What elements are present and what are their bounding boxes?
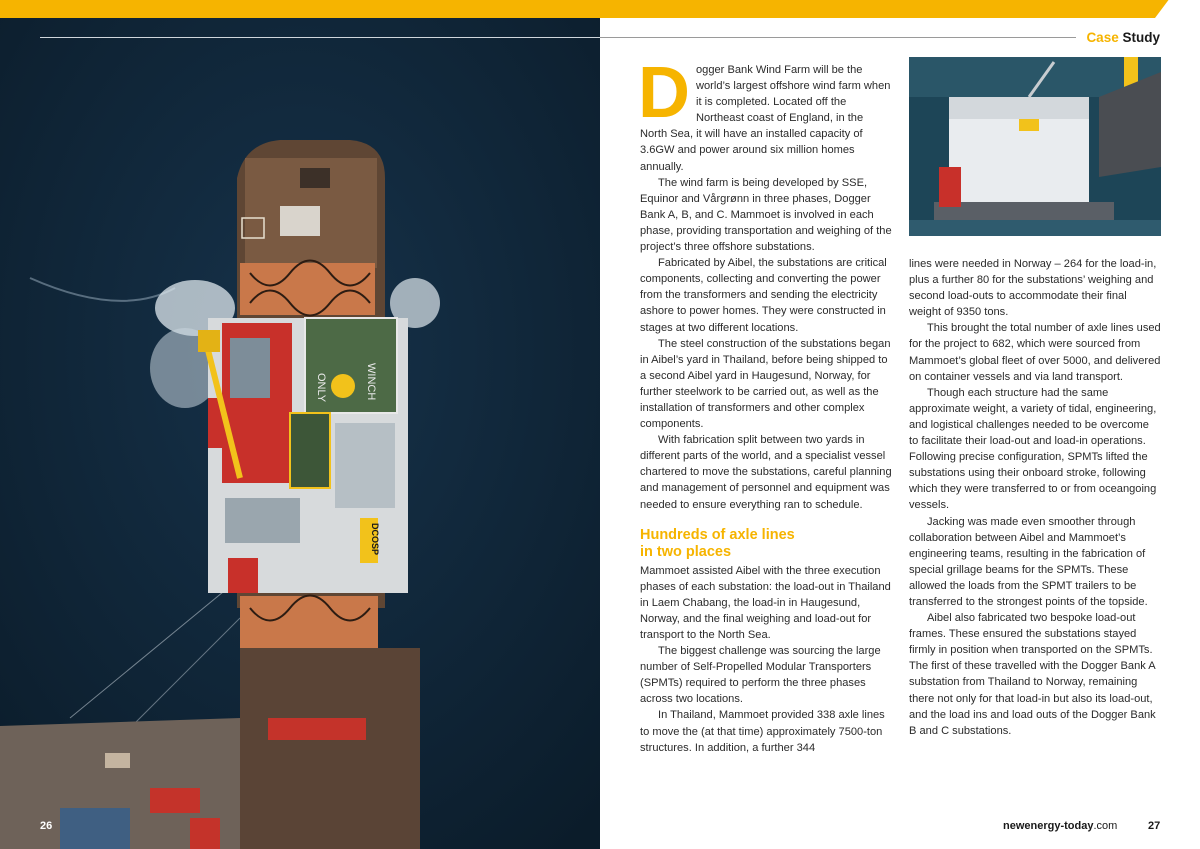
article-paragraph: Fabricated by Aibel, the substations are critical components, collecting and converting the power from the transformers and sending the electricity ashore to power homes. They were constructed in stages at two different locations. [640,257,887,334]
section-label-accent: Case [1086,30,1119,45]
page-number-right: 27 [1148,820,1161,832]
inset-red-detail [939,167,961,207]
pipework-aft [240,596,378,648]
helideck-text-left: ONLY [315,373,327,403]
deck-equipment [300,168,330,188]
substation-photo [909,57,1161,236]
article-column-right [909,256,1161,739]
header-rule-left [40,37,600,38]
helideck-marker [331,374,355,398]
inset-substation-top [949,97,1089,119]
article-paragraph: The steel construction of the substations began in Aibel’s yard in Thailand, before being shipped to a second Aibel yard in Haugesund, Norway, for further steelwork to be carried out, as well as the installation of transformers and other complex components. [640,337,891,431]
aerial-ship-illustration [0,18,600,849]
article-paragraph: Jacking was made even smoother through collaboration between Aibel and Mammoet’s engineering teams, resulting in the fabrication of special grillage beams for the SPMTs. These allowed the loads from the SPMT trailers to be transferred to the strongest points of the topside. [909,515,1148,608]
helideck-extension [290,413,330,488]
article-paragraph: This brought the total number of axle lines used for the project to 682, which were sourced from Mammoet’s global fleet of over 5000, and delivered on container vessels and via land transport. [909,322,1161,383]
quay-building-blue [60,808,130,849]
crane-cab [198,330,220,352]
subheading [640,527,892,561]
inset-water-front [909,220,1161,236]
substation-illustration [909,57,1161,236]
lead-text: ogger Bank Wind Farm will be the world’s largest offshore wind farm when it is completed. Located off the Northeast coast of England, in the North Sea, it will have an installed capacity of 3.6GW and power around six million homes annually. [640,64,891,173]
barge-deck [240,648,420,849]
section-label-rest: Study [1122,30,1160,45]
article-paragraph: lines were needed in Norway – 264 for the load-in, plus a further 80 for the substations’ weighing and second load-outs to accommodate their final weight of 9350 tons. [909,258,1157,319]
article-paragraph: Mammoet assisted Aibel with the three execution phases of each substation: the load-out in Thailand in Laem Chabang, the load-in in Haugesund, Norway, and the final weighing and load-out for transport to the North Sea. [640,564,891,641]
inset-signage [1019,119,1039,131]
article-paragraph: Aibel also fabricated two bespoke load-out frames. These ensured the substations stayed firmly in position when transported on the SPMTs. The first of these travelled with the Dogger Bank A substation from Thailand to Norway, remaining there not only for that load-in but also its load-out, and the load ins and load outs of the Dogger Bank B and C substations. [909,612,1156,737]
article-column-left [638,53,892,756]
top-accent-bar [0,0,1200,18]
deck-containers [280,206,320,236]
article-paragraph: Though each structure had the same approximate weight, a variety of tidal, engineering, and logistical challenges needed to be overcome to facilitate their load-out and load-in operations. Following precise configuration, SPMTs lifted the substations using their onboard stroke, following which they were transferred to or from oceangoing vessels. [909,386,1157,512]
aerial-vessel-photo [0,18,600,849]
module-label: DCOSP [370,523,380,556]
quay-equipment [105,753,130,768]
article-paragraph: The wind farm is being developed by SSE, Equinor and Vårgrønn in three phases, Dogger Bank A, B, and C. Mammoet is involved in each phase, providing transportation and weighing of the project’s three offshore substations. [640,176,892,254]
website-url-bold: newenergy-today [1003,820,1094,832]
article-paragraph: In Thailand, Mammoet provided 338 axle lines to move the (at that time) approximately 7500-ton structures. In addition, a further 344 [640,709,885,754]
subheading-line-1: Hundreds of axle lines [640,526,795,543]
article-paragraph-lead [638,53,892,175]
quay-container-red [150,788,200,813]
red-lower-deck [228,558,258,593]
website-url-tld: .com [1093,820,1118,832]
website-url[interactable] [1003,820,1117,832]
drop-cap: D [638,53,690,133]
article-paragraph: With fabrication split between two yards in different parts of the world, and a specialist vessel chartered to move the substations, careful planning and management of personnel and equipment was needed to ensure everything ran to schedule. [640,434,892,511]
quay-container-red-2 [190,818,220,849]
article-paragraph: The biggest challenge was sourcing the large number of Self-Propelled Modular Transporters (SPMTs) required to perform the three phases across two locations. [640,645,881,706]
page-number-left: 26 [40,820,53,832]
header-rule-right [600,37,1076,38]
barge-red-frame [268,718,366,740]
roof-module [335,423,395,508]
subheading-line-2: in two places [640,543,732,560]
pipework-forward [240,263,375,315]
helideck-text-right: WINCH [365,363,377,401]
control-units [230,338,270,398]
section-label [1086,30,1160,45]
machinery-block [225,498,300,543]
